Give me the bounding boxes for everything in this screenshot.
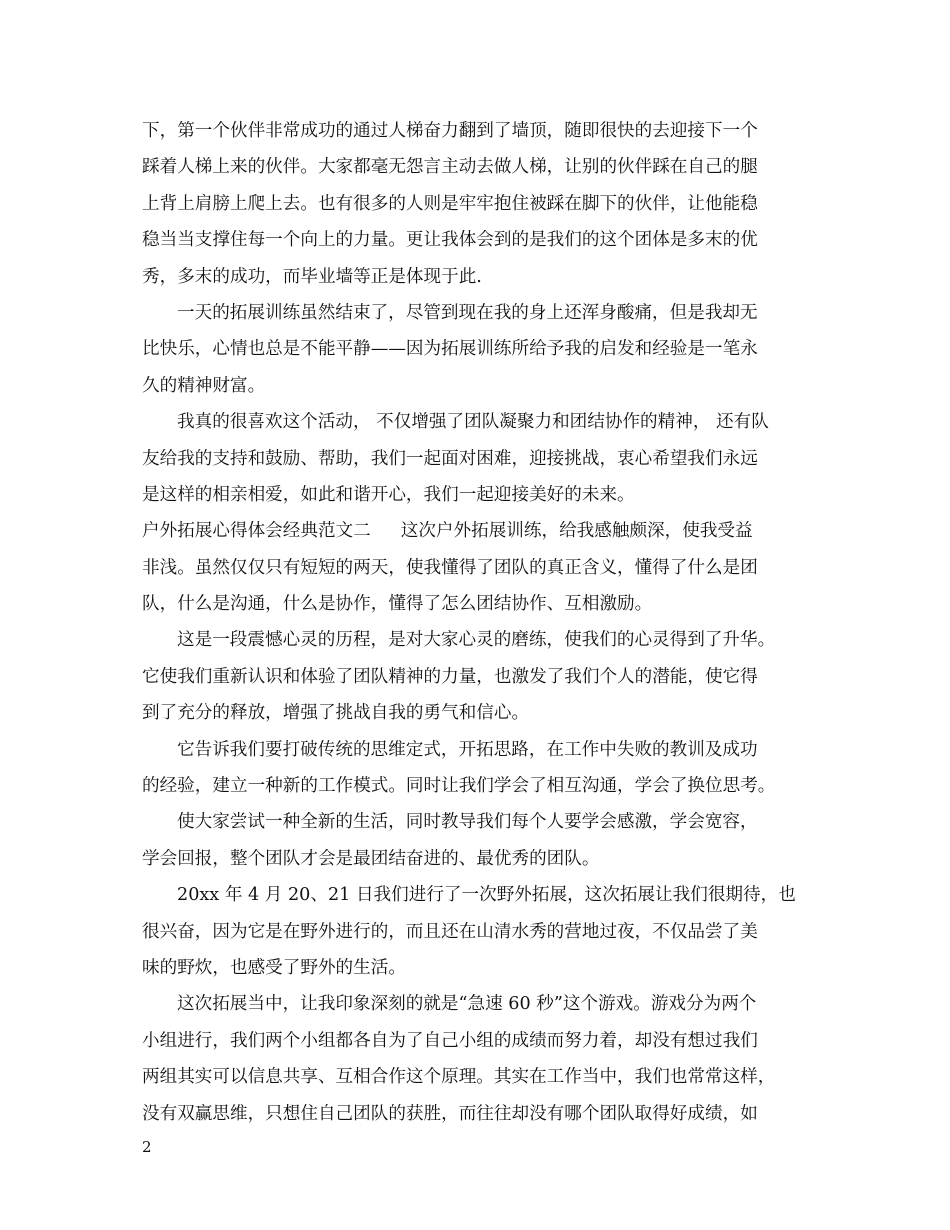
text-line: 秀，多末的成功，而毕业墙等正是体现于此. <box>142 266 482 287</box>
text-line: 踩着人梯上来的伙伴。大家都毫无怨言主动去做人梯，让别的伙伴踩在自己的腿 <box>142 157 758 178</box>
page-number: 2 <box>142 1138 152 1156</box>
text-line: 两组其实可以信息共享、互相合作这个原理。其实在工作当中，我们也常常这样， <box>142 1067 776 1088</box>
text-line: 的经验，建立一种新的工作模式。同时让我们学会了相互沟通，学会了换位思考。 <box>142 776 776 797</box>
text-line: 没有双赢思维，只想住自己团队的获胜，而往往却没有哪个团队取得好成绩，如 <box>142 1103 758 1124</box>
section-title: 户外拓展心得体会经典范文二 <box>142 521 371 542</box>
section-heading-line <box>142 513 810 549</box>
text-line: 它使我们重新认识和体验了团队精神的力量，也激发了我们个人的潜能，使它得 <box>142 666 758 687</box>
text-line: 小组进行，我们两个小组都各自为了自己小组的成绩而努力着，却没有想过我们 <box>142 1030 758 1051</box>
paragraph-start-line: 这次拓展当中，让我印象深刻的就是“急速 60 秒”这个游戏。游戏分为两个 <box>177 994 757 1015</box>
text-line: 队，什么是沟通，什么是协作，懂得了怎么团结协作、互相激励。 <box>142 594 653 615</box>
paragraph-start-line: 这是一段震憾心灵的历程，是对大家心灵的磨练，使我们的心灵得到了升华。 <box>177 630 776 651</box>
text-line: 味的野炊，也感受了野外的生活。 <box>142 957 406 978</box>
text-line: 到了充分的释放，增强了挑战自我的勇气和信心。 <box>142 703 530 724</box>
paragraph-start-line: 使大家尝试一种全新的生活，同时教导我们每个人要学会感激，学会宽容， <box>177 812 758 833</box>
text-line: 友给我的支持和鼓励、帮助，我们一起面对困难，迎接挑战，衷心希望我们永远 <box>142 448 758 469</box>
text-line: 很兴奋，因为它是在野外进行的，而且还在山清水秀的营地过夜，不仅品尝了美 <box>142 921 758 942</box>
paragraph-start-line: 它告诉我们要打破传统的思维定式，开拓思路，在工作中失败的教训及成功 <box>177 739 758 760</box>
text-line: 非浅。虽然仅仅只有短短的两天，使我懂得了团队的真正含义，懂得了什么是团 <box>142 557 758 578</box>
body-text <box>142 113 810 1132</box>
text-line: 上背上肩膀上爬上去。也有很多的人则是牢牢抱住被踩在脚下的伙伴，让他能稳 <box>142 193 758 214</box>
section-intro-text: 这次户外拓展训练，给我感触颇深，使我受益 <box>400 521 753 542</box>
text-line: 是这样的相亲相爱，如此和谐开心，我们一起迎接美好的未来。 <box>142 484 635 505</box>
paragraph-start-line: 20xx 年 4 月 20、21 日我们进行了一次野外拓展，这次拓展让我们很期待，也 <box>177 885 796 906</box>
paragraph-start-line: 我真的很喜欢这个活动， 不仅增强了团队凝聚力和团结协作的精神， 还有队 <box>177 412 769 433</box>
text-line: 学会回报，整个团队才会是最团结奋进的、最优秀的团队。 <box>142 848 600 869</box>
text-line: 下，第一个伙伴非常成功的通过人梯奋力翻到了墙顶，随即很快的去迎接下一个 <box>142 121 758 141</box>
text-line: 久的精神财富。 <box>142 375 266 396</box>
paragraph-start-line: 一天的拓展训练虽然结束了，尽管到现在我的身上还浑身酸痛，但是我却无 <box>177 302 758 323</box>
text-line: 稳当当支撑住每一个向上的力量。更让我体会到的是我们的这个团体是多末的优 <box>142 230 758 251</box>
text-line: 比快乐，心情也总是不能平静——因为拓展训练所给予我的启发和经验是一笔永 <box>142 339 758 360</box>
